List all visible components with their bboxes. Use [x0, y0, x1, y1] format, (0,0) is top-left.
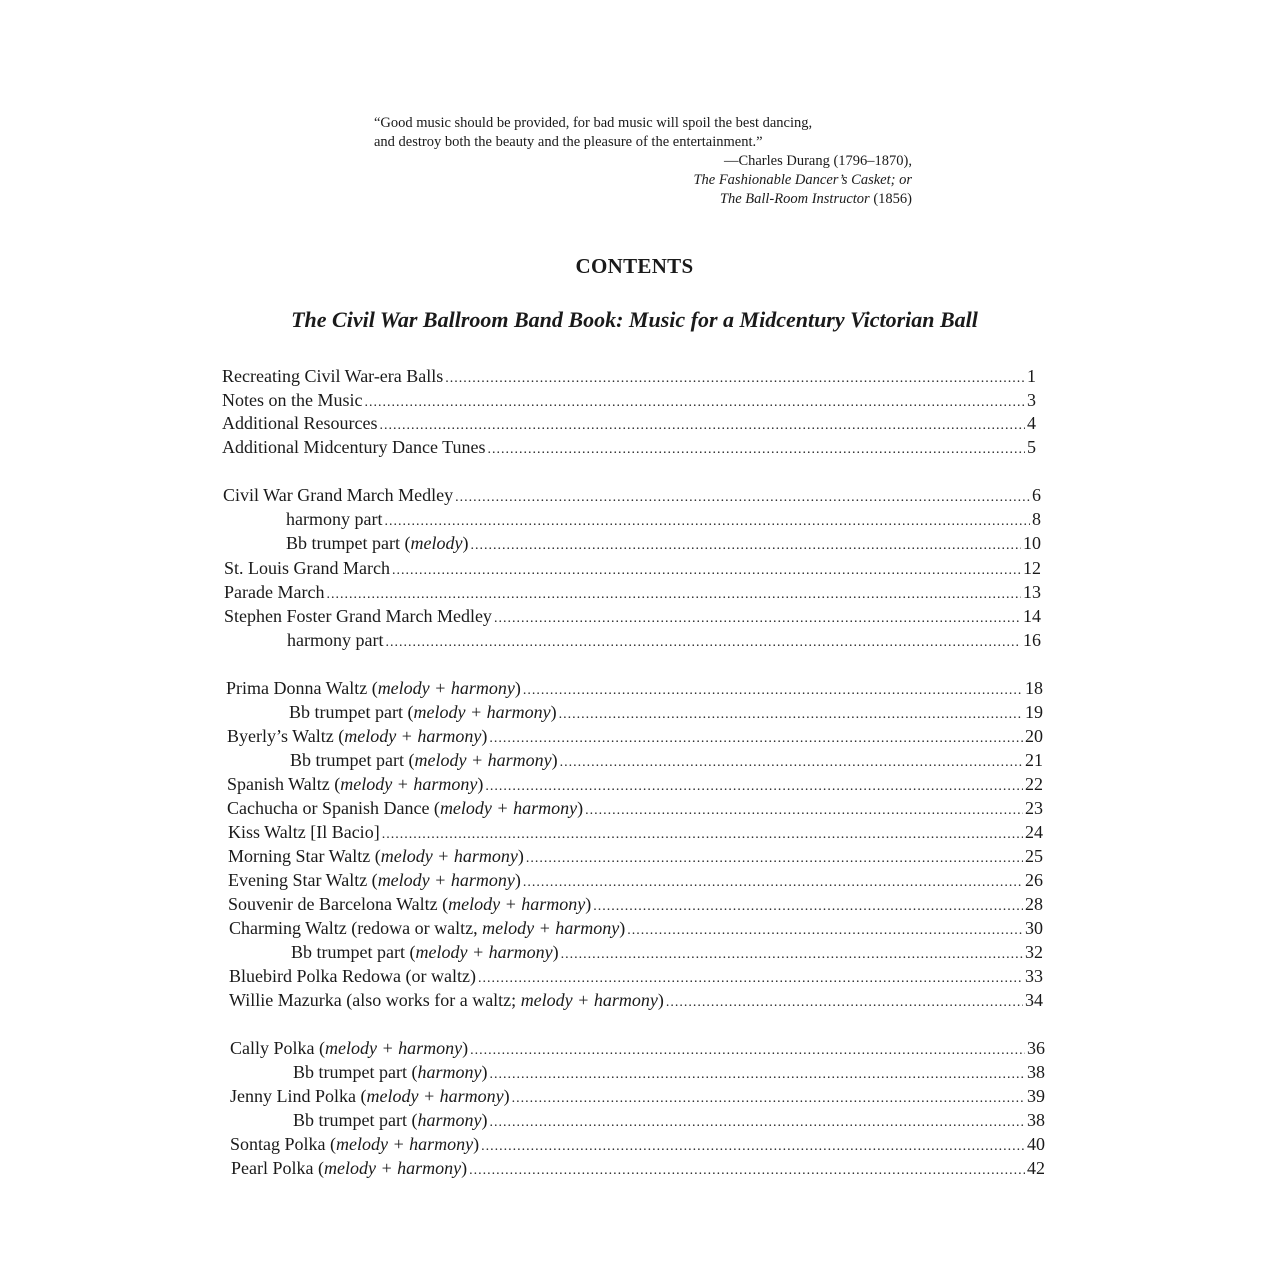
toc-entry-page: 10 [1023, 533, 1041, 553]
toc-entry-title: Byerly’s Waltz (melody + harmony) [227, 726, 488, 746]
toc-entry[interactable] [229, 917, 1043, 942]
dot-leader [364, 392, 1025, 414]
toc-entry-page: 4 [1027, 413, 1036, 433]
toc-entry[interactable] [227, 797, 1043, 822]
toc-entry-title: Bluebird Polka Redowa (or waltz) [229, 966, 476, 986]
toc-entry-page: 40 [1027, 1134, 1045, 1154]
toc-entry-page: 6 [1032, 485, 1041, 505]
toc-entry-title: St. Louis Grand March [224, 558, 390, 578]
toc-entry[interactable] [228, 821, 1043, 846]
toc-entry-page: 8 [1032, 509, 1041, 529]
dot-leader [627, 920, 1023, 942]
toc-entry[interactable] [290, 749, 1043, 774]
dot-leader [481, 1136, 1025, 1158]
toc-entry-page: 5 [1027, 437, 1036, 457]
dot-leader [666, 992, 1023, 1014]
toc-entry-page: 32 [1025, 942, 1043, 962]
toc-entry-page: 14 [1023, 606, 1041, 626]
epigraph-line-1: “Good music should be provided, for bad music will spoil the best dancing, [374, 115, 813, 131]
toc-entry-title: Evening Star Waltz (melody + harmony) [228, 870, 521, 890]
dot-leader [526, 848, 1023, 870]
toc-entry-page: 13 [1023, 582, 1041, 602]
toc-entry[interactable] [227, 773, 1043, 798]
toc-entry-title: Bb trumpet part (melody + harmony) [291, 942, 559, 962]
toc-entry[interactable] [228, 893, 1043, 918]
toc-entry-page: 20 [1025, 726, 1043, 746]
toc-entry-page: 21 [1025, 750, 1043, 770]
dot-leader [489, 728, 1023, 750]
toc-entry[interactable] [287, 629, 1041, 654]
toc-entry[interactable] [222, 365, 1036, 390]
toc-entry-title: Additional Resources [222, 413, 378, 433]
toc-entry-title: Civil War Grand March Medley [223, 485, 454, 505]
toc-entry-page: 23 [1025, 798, 1043, 818]
toc-entry[interactable] [230, 1085, 1045, 1110]
dot-leader [470, 1040, 1025, 1062]
toc-entry-title: Jenny Lind Polka (melody + harmony) [230, 1086, 510, 1106]
toc-entry[interactable] [222, 389, 1036, 414]
toc-entry-title: Cachucha or Spanish Dance (melody + harmony) [227, 798, 584, 818]
toc-entry[interactable] [227, 725, 1043, 750]
toc-entry-page: 42 [1027, 1158, 1045, 1178]
dot-leader [485, 776, 1023, 798]
toc-entry[interactable] [230, 1133, 1045, 1158]
toc-entry[interactable] [286, 532, 1041, 557]
toc-entry-page: 16 [1023, 630, 1041, 650]
dot-leader [379, 415, 1025, 437]
dot-leader [392, 560, 1021, 582]
dot-leader [326, 584, 1021, 606]
toc-entry[interactable] [286, 508, 1041, 533]
toc-entry[interactable] [293, 1109, 1045, 1134]
toc-entry-page: 22 [1025, 774, 1043, 794]
toc-entry[interactable] [291, 941, 1043, 966]
toc-entry-title: Sontag Polka (melody + harmony) [230, 1134, 480, 1154]
toc-entry-page: 28 [1025, 894, 1043, 914]
toc-entry-page: 12 [1023, 558, 1041, 578]
toc-entry-title: Pearl Polka (melody + harmony) [231, 1158, 468, 1178]
dot-leader [593, 896, 1023, 918]
toc-entry[interactable] [231, 1157, 1045, 1182]
dot-leader [384, 511, 1030, 533]
toc-entry-title: Spanish Waltz (melody + harmony) [227, 774, 484, 794]
toc-entry-page: 36 [1027, 1038, 1045, 1058]
toc-entry[interactable] [224, 557, 1041, 582]
book-title: The Civil War Ballroom Band Book: Music for a Midcentury Victorian Ball [291, 307, 978, 332]
epigraph-line-2: and destroy both the beauty and the pleasure of the entertainment.” [374, 134, 763, 150]
epigraph-source-2-title: The Ball-Room Instructor [719, 191, 870, 207]
toc-entry[interactable] [230, 1037, 1045, 1062]
toc-entry-page: 19 [1025, 702, 1043, 722]
toc-entry-title: Recreating Civil War-era Balls [222, 366, 444, 386]
toc-entry[interactable] [229, 965, 1043, 990]
toc-entry[interactable] [289, 701, 1043, 726]
dot-leader [512, 1088, 1025, 1110]
toc-entry-page: 3 [1027, 390, 1036, 410]
dot-leader [445, 368, 1025, 390]
toc-entry[interactable] [224, 581, 1041, 606]
toc-entry-title: Prima Donna Waltz (melody + harmony) [226, 678, 521, 698]
dot-leader [469, 1160, 1025, 1182]
dot-leader [585, 800, 1023, 822]
toc-entry[interactable] [228, 869, 1043, 894]
toc-entry[interactable] [229, 989, 1043, 1014]
epigraph-source-1: The Fashionable Dancer’s Casket; or [693, 172, 912, 188]
toc-entry-title: Souvenir de Barcelona Waltz (melody + harmony) [228, 894, 592, 914]
toc-entry-page: 34 [1025, 990, 1043, 1010]
toc-entry[interactable] [222, 412, 1036, 437]
toc-entry-page: 38 [1027, 1110, 1045, 1130]
toc-entry-title: Bb trumpet part (melody + harmony) [289, 702, 557, 722]
toc-entry[interactable] [228, 845, 1043, 870]
contents-heading: CONTENTS [575, 254, 694, 278]
epigraph-attribution: —Charles Durang (1796–1870), [723, 153, 912, 169]
toc-entry-page: 38 [1027, 1062, 1045, 1082]
toc-entry[interactable] [226, 677, 1043, 702]
toc-entry-title: Bb trumpet part (melody) [286, 533, 469, 553]
dot-leader [489, 1112, 1025, 1134]
toc-entry-title: Kiss Waltz [Il Bacio] [228, 822, 380, 842]
toc-entry-title: Charming Waltz (redowa or waltz, melody + harmony) [229, 918, 626, 938]
toc-entry-page: 33 [1025, 966, 1043, 986]
toc-entry-page: 25 [1025, 846, 1043, 866]
toc-entry[interactable] [224, 605, 1041, 630]
dot-leader [478, 968, 1023, 990]
toc-entry[interactable] [293, 1061, 1045, 1086]
toc-entry-page: 24 [1025, 822, 1043, 842]
toc-entry-title: Additional Midcentury Dance Tunes [222, 437, 486, 457]
toc-entry[interactable] [222, 436, 1036, 461]
toc-entry-title: Stephen Foster Grand March Medley [224, 606, 492, 626]
toc-entry-title: Bb trumpet part (harmony) [293, 1110, 488, 1130]
toc-entry-title: Willie Mazurka (also works for a waltz; melody + harmony) [229, 990, 664, 1010]
dot-leader [382, 824, 1023, 846]
dot-leader [559, 704, 1023, 726]
toc-entry-page: 30 [1025, 918, 1043, 938]
epigraph-source-2-year: (1856) [869, 191, 912, 207]
dot-leader [561, 944, 1023, 966]
dot-leader [455, 487, 1030, 509]
toc-entry-page: 39 [1027, 1086, 1045, 1106]
toc-entry-title: Bb trumpet part (melody + harmony) [290, 750, 558, 770]
dot-leader [560, 752, 1023, 774]
toc-entry-title: Cally Polka (melody + harmony) [230, 1038, 469, 1058]
toc-entry-page: 18 [1025, 678, 1043, 698]
toc-entry-title: Notes on the Music [222, 390, 363, 410]
toc-entry-page: 1 [1027, 366, 1036, 386]
toc-entry-title: harmony part [287, 630, 384, 650]
dot-leader [523, 872, 1023, 894]
toc-entry[interactable] [223, 484, 1041, 509]
toc-entry-title: Bb trumpet part (harmony) [293, 1062, 488, 1082]
dot-leader [494, 608, 1021, 630]
toc-entry-title: harmony part [286, 509, 383, 529]
dot-leader [523, 680, 1023, 702]
dot-leader [470, 535, 1021, 557]
dot-leader [487, 439, 1025, 461]
toc-entry-page: 26 [1025, 870, 1043, 890]
dot-leader [489, 1064, 1025, 1086]
dot-leader [385, 632, 1021, 654]
toc-entry-title: Morning Star Waltz (melody + harmony) [228, 846, 524, 866]
toc-entry-title: Parade March [224, 582, 325, 602]
